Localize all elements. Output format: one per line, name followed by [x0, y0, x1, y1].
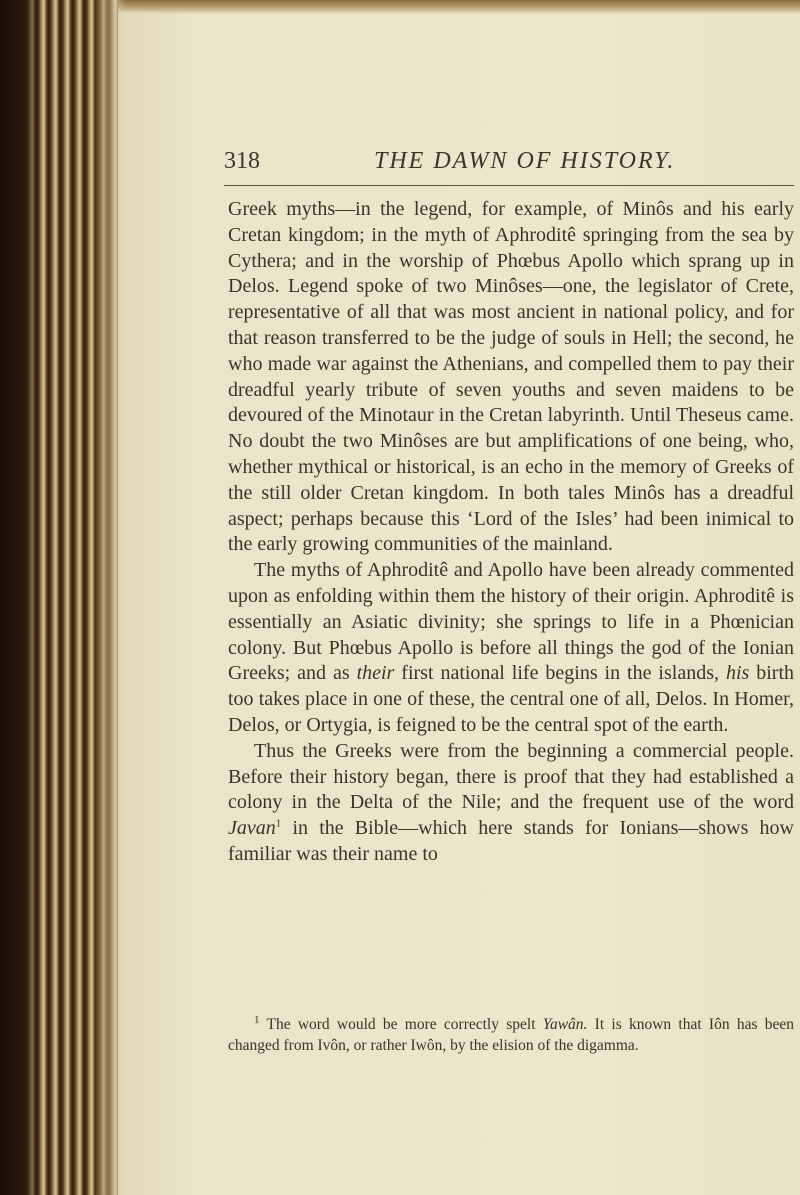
paragraph-3-text-b: in the Bible—which here stands for Ionians—shows how familiar was their name to	[228, 817, 794, 865]
paragraph-2	[228, 558, 794, 739]
header-rule	[224, 185, 794, 186]
paragraph-3-text-a: Thus the Greeks were from the beginning a commercial people. Before their history began, there is proof that they had established a colony in the Delta of the Nile; and the frequent use of the word	[228, 739, 794, 814]
footnote-mark: 1	[254, 1013, 260, 1026]
running-header	[224, 146, 792, 186]
paragraph-1	[228, 197, 794, 558]
paragraph-3	[228, 739, 794, 868]
spine-shadow	[0, 0, 40, 1195]
page-top-edge	[80, 0, 800, 14]
paragraph-2-text-c: birth too takes place in one of these, the central one of all, Delos. In Homer, Delos, or Ortygia, is feigned to be the central spot of the earth.	[228, 662, 794, 736]
body-text	[228, 197, 794, 868]
footnote	[228, 1015, 794, 1056]
paragraph-2-text-b: first national life begins in the islands,	[394, 662, 726, 685]
italic-his: his	[725, 662, 750, 685]
italic-javan: Javan	[228, 817, 276, 840]
page-number: 318	[224, 148, 260, 174]
italic-their: their	[356, 662, 395, 685]
footnote-text-b: It is known that Iôn has been changed from Ivôn, or rather Iwôn, by the elision of the digamma.	[228, 1016, 794, 1054]
paragraph-2-text-a: The myths of Aphroditê and Apollo have been already commented upon as enfolding within them the history of their origin. Aphroditê is essentially an Asiatic divinity; she springs to life in a Phœnician colony. But Phœbus Apollo is before all things the god of the Ionian Greeks; and as	[228, 559, 794, 685]
paragraph-1-text: Greek myths—in the legend, for example, of Minôs and his early Cretan kingdom; in the myth of Aphroditê springing from the sea by Cythera; and in the worship of Phœbus Apollo which sprang up in Delos. Legend spoke of two Minôses—one, the legislator of Crete, representative of all that was most ancient in national policy, and for that reason transferred to be the judge of souls in Hell; the second, he who made war against the Athenians, and compelled them to pay their dreadful yearly tribute of seven youths and seven maidens to be devoured of the Minotaur in the Cretan labyrinth. Until Theseus came. No doubt the two Minôses are but amplifications of one being, who, whether mythical or historical, is an echo in the memory of Greeks of the still older Cretan kingdom. In both tales Minôs has a dreadful aspect; perhaps because this ‘Lord of the Isles’ had been inimical to the early growing communities of the mainland.	[228, 198, 794, 556]
page-fold-shadow	[96, 0, 126, 1195]
italic-yawan: Yawân.	[542, 1016, 588, 1033]
footnote-reference-1[interactable]: 1	[275, 817, 282, 830]
footnote-text-a: The word would be more correctly spelt	[259, 1016, 543, 1033]
running-title: THE DAWN OF HISTORY.	[374, 148, 676, 174]
footnote-1	[228, 1015, 794, 1056]
